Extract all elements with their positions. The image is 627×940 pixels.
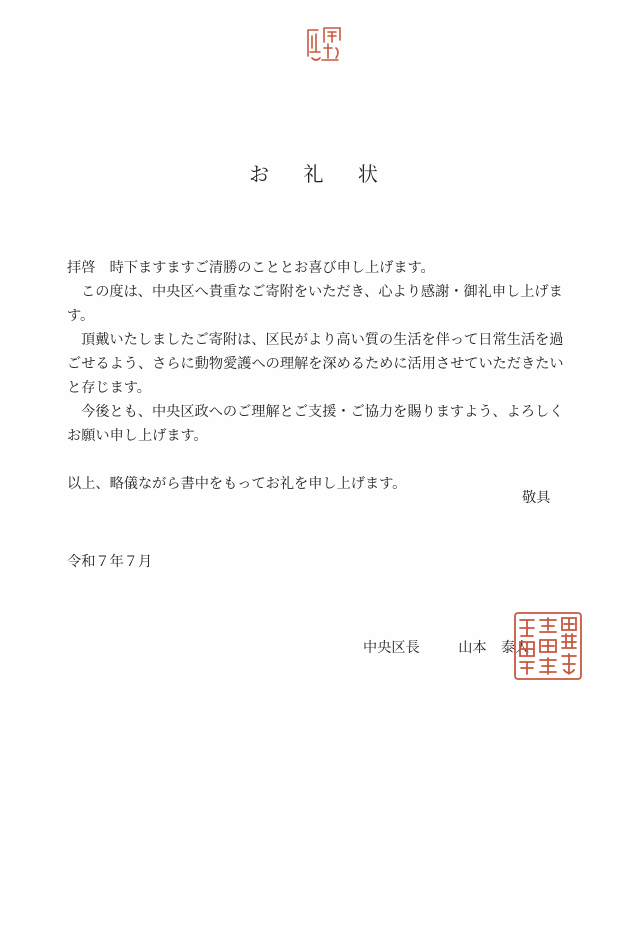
signer-position: 中央区長 (363, 640, 420, 656)
greeting-paragraph: 拝啓 時下ますますご清勝のこととお喜び申し上げます。 (67, 260, 435, 276)
conclusion-paragraph: 以上、略儀ながら書中をもってお礼を申し上げます。 (67, 476, 407, 492)
top-seal-stamp (302, 22, 346, 66)
official-seal-stamp (512, 610, 584, 682)
thanks-paragraph: この度は、中央区へ貴重なご寄附をいただき、心より感謝・御礼申し上げます。 (67, 284, 563, 324)
paragraph-gap (67, 448, 567, 472)
future-paragraph: 今後とも、中央区政へのご理解とご支援・ご協力を賜りますよう、よろしくお願い申し上げます。 (67, 404, 564, 444)
letter-body (67, 256, 567, 496)
usage-paragraph: 頂戴いたしましたご寄附は、区民がより高い質の生活を伴って日常生活を過ごせるよう、さらに動物愛護への理解を深めるために活用させていただきたいと存じます。 (67, 332, 564, 396)
letter-title: お 礼 状 (249, 162, 392, 186)
signer-name: 山本 泰人 (458, 640, 530, 656)
closing-word: 敬具 (522, 490, 551, 506)
signature-block (363, 637, 529, 657)
letter-date: 令和７年７月 (67, 554, 153, 570)
